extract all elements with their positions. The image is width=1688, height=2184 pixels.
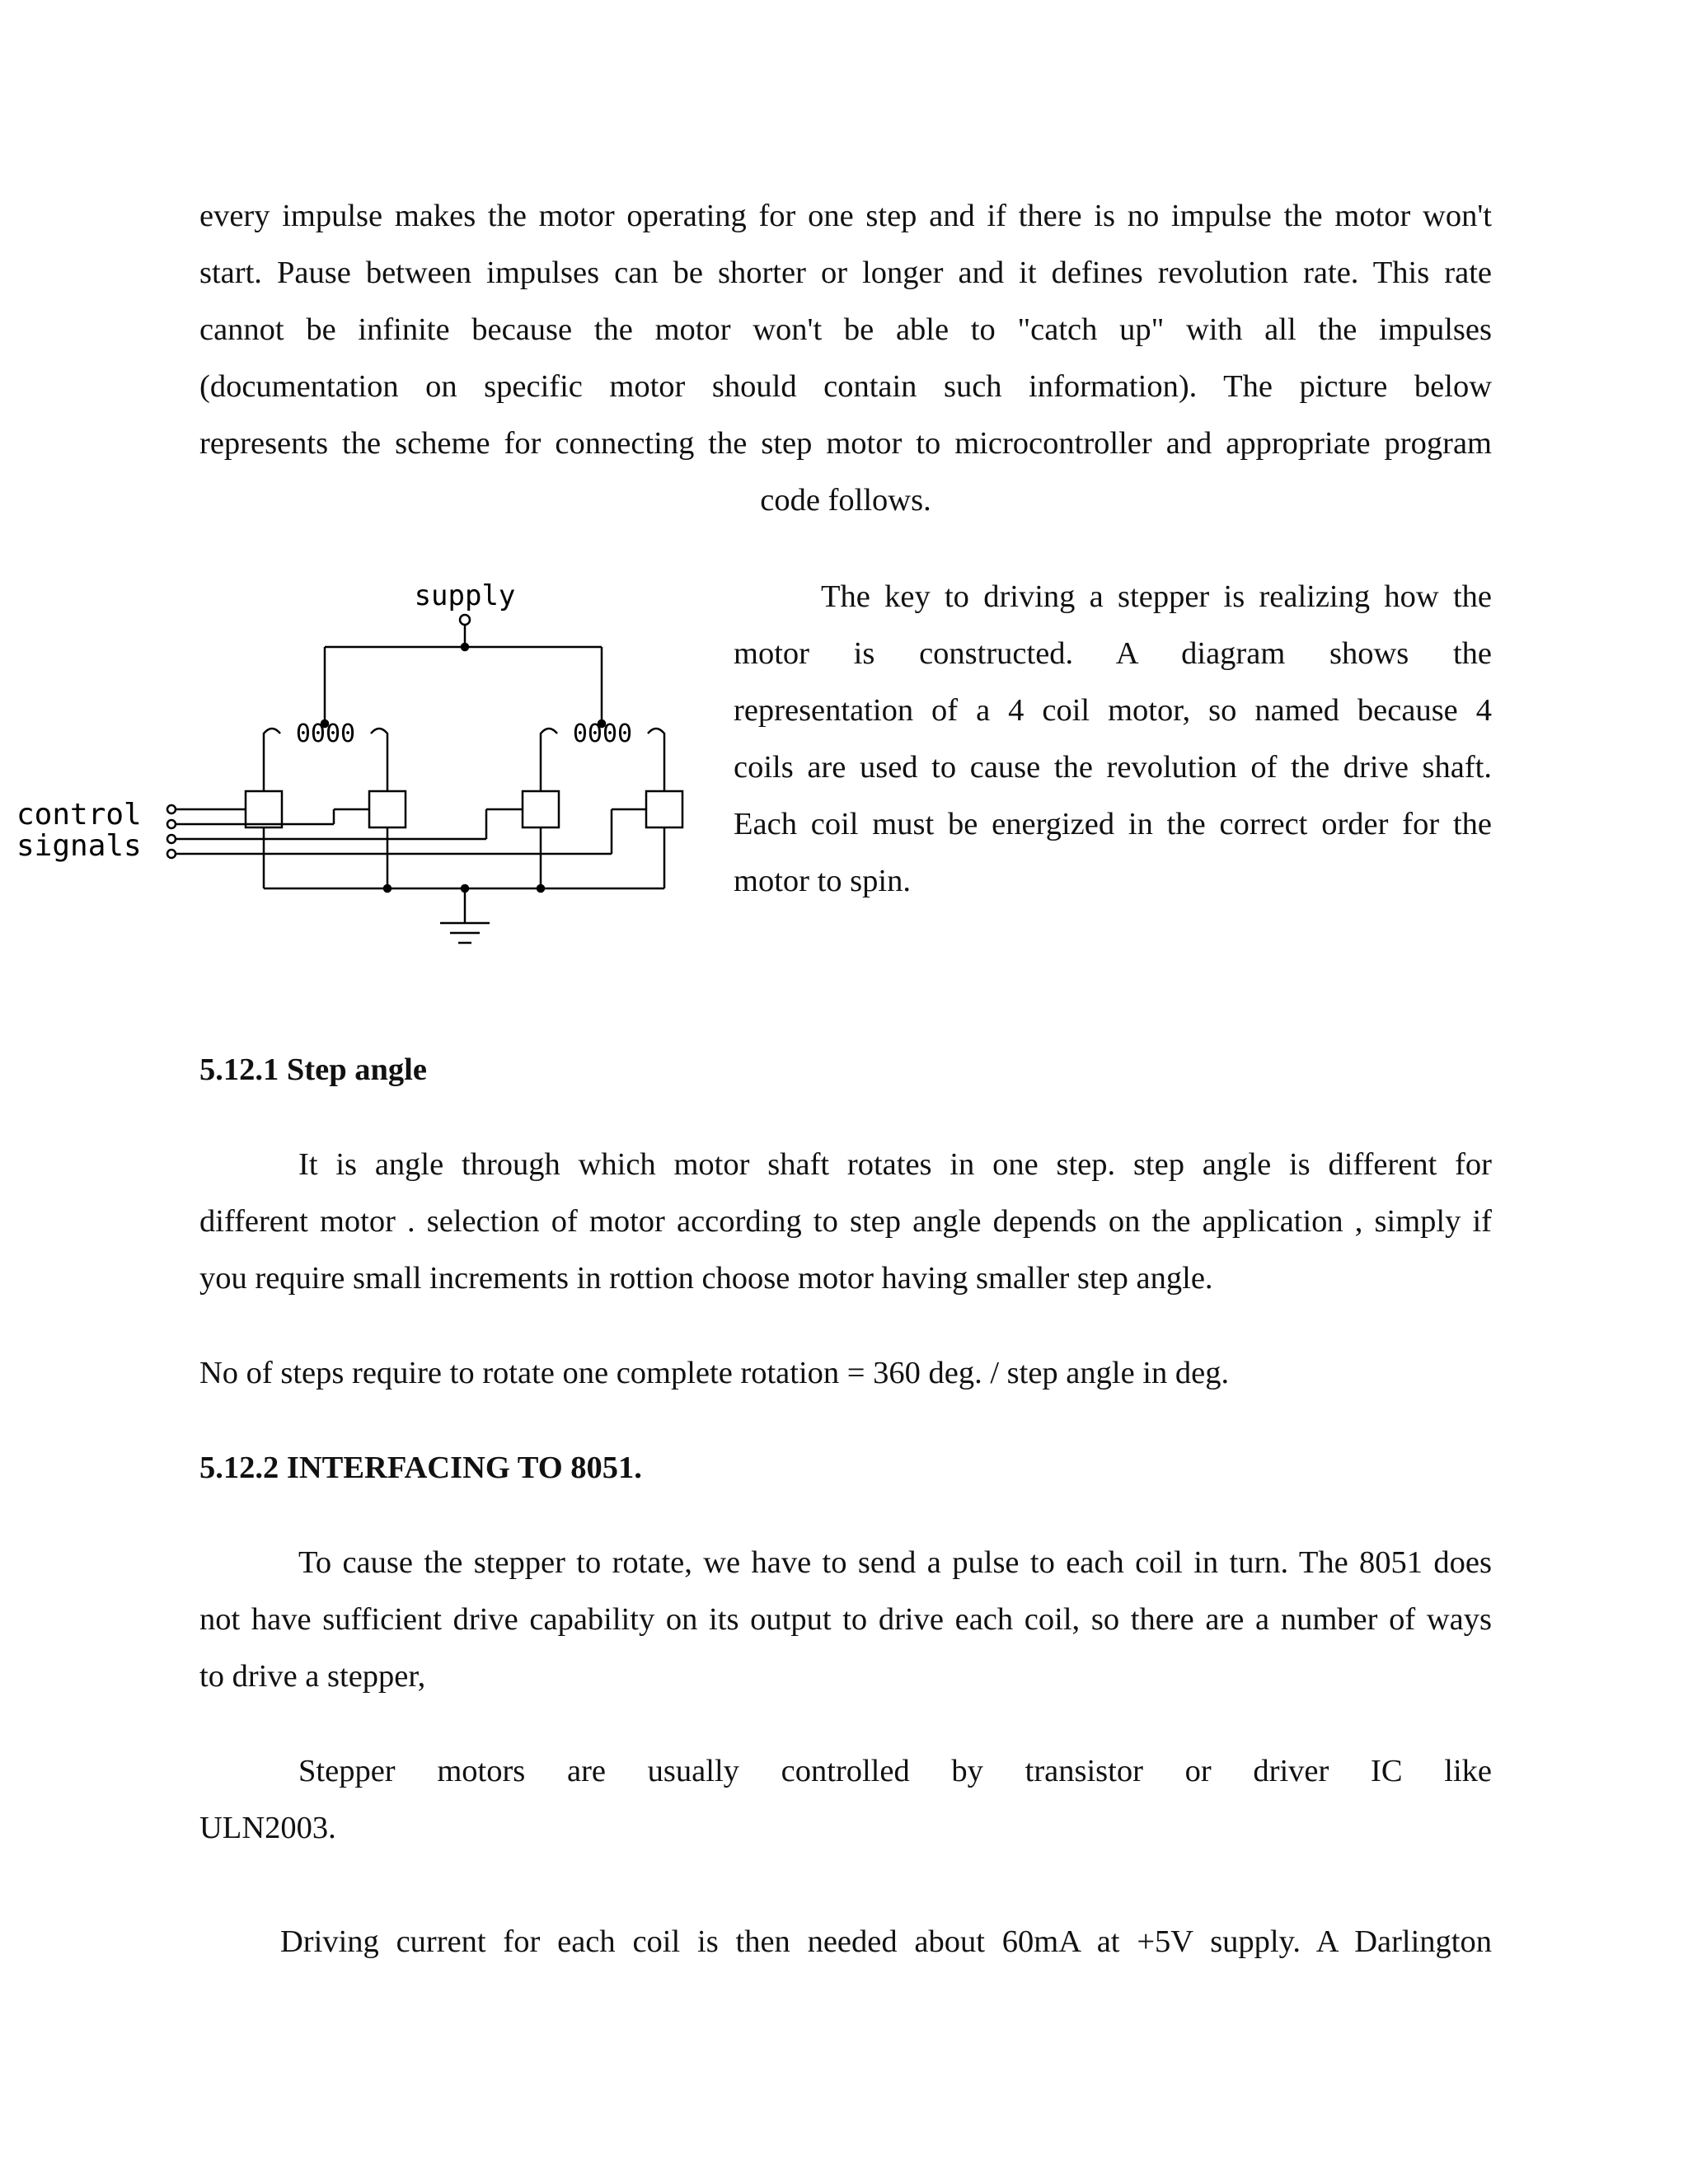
signals-label: signals bbox=[16, 829, 142, 863]
key-line-3: representation of a 4 coil motor, so named because 4 bbox=[734, 693, 1492, 728]
key-line-2: motor is constructed. A diagram shows the bbox=[734, 636, 1492, 671]
key-line-1: The key to driving a stepper is realizing how the bbox=[821, 579, 1492, 614]
coil-right-label: 0000 bbox=[572, 719, 633, 748]
key-line-5: Each coil must be energized in the correct order for the bbox=[734, 807, 1492, 841]
intro-line-1: every impulse makes the motor operating for one step and if there is no impulse the motor won't bbox=[199, 199, 1492, 233]
interfacing-line-2: not have sufficient drive capability on its output to drive each coil, so there are a number of ways bbox=[199, 1602, 1492, 1637]
intro-line-5: represents the scheme for connecting the step motor to microcontroller and appropriate program bbox=[199, 426, 1492, 461]
stepper-line-last: ULN2003. bbox=[199, 1811, 336, 1845]
key-line-last: motor to spin. bbox=[734, 864, 911, 898]
coil-left-label: 0000 bbox=[295, 719, 356, 748]
stepper-line: Stepper motors are usually controlled by transistor or driver IC like bbox=[298, 1754, 1492, 1788]
step-angle-line-last: you require small increments in rottion choose motor having smaller step angle. bbox=[199, 1261, 1213, 1296]
intro-line-3: cannot be infinite because the motor won't be able to "catch up" with all the impulses bbox=[199, 312, 1492, 347]
intro-line-last: code follows. bbox=[760, 483, 931, 518]
step-angle-line-2: different motor . selection of motor according to step angle depends on the application , simply if bbox=[199, 1204, 1492, 1239]
step-angle-line-1: It is angle through which motor shaft rotates in one step. step angle is different for bbox=[298, 1147, 1492, 1182]
stepper-schematic-figure bbox=[16, 577, 701, 972]
intro-line-4: (documentation on specific motor should contain such information). The picture below bbox=[199, 369, 1492, 404]
key-line-4: coils are used to cause the revolution of the drive shaft. bbox=[734, 750, 1492, 785]
supply-label: supply bbox=[414, 579, 516, 612]
driving-line: Driving current for each coil is then needed about 60mA at +5V supply. A Darlington bbox=[280, 1924, 1492, 1959]
step-angle-heading: 5.12.1 Step angle bbox=[199, 1052, 427, 1087]
interfacing-line-last: to drive a stepper, bbox=[199, 1659, 426, 1694]
control-label: control bbox=[16, 798, 142, 832]
interfacing-line-1: To cause the stepper to rotate, we have to send a pulse to each coil in turn. The 8051 does bbox=[298, 1545, 1492, 1580]
intro-line-2: start. Pause between impulses can be shorter or longer and it defines revolution rate. This rate bbox=[199, 255, 1492, 290]
steps-formula: No of steps require to rotate one complete rotation = 360 deg. / step angle in deg. bbox=[199, 1356, 1230, 1390]
interfacing-heading: 5.12.2 INTERFACING TO 8051. bbox=[199, 1451, 642, 1485]
